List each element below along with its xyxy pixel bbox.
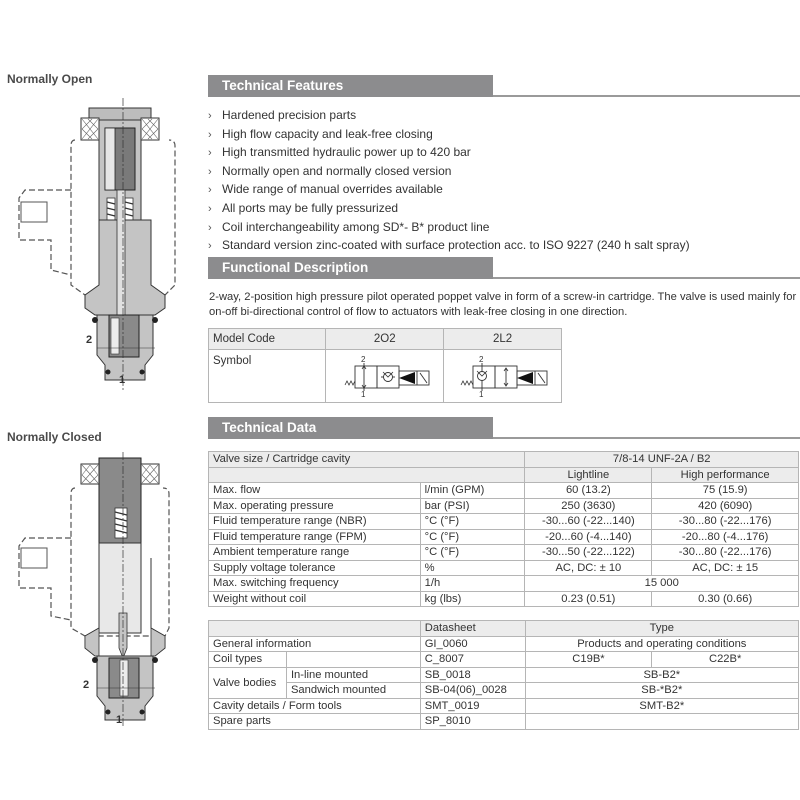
technical-data-table bbox=[208, 451, 799, 607]
svg-text:2: 2 bbox=[478, 355, 484, 364]
valve-size-label: Valve size / Cartridge cavity bbox=[209, 452, 525, 468]
feature-item: › Normally open and normally closed version bbox=[208, 163, 690, 182]
model-2o2: 2O2 bbox=[326, 329, 444, 350]
chevron-right-icon: › bbox=[208, 110, 212, 122]
functional-description-text: 2-way, 2-position high pressure pilot operated poppet valve in form of a screw-in cartridge. The valve is used mainly for on-off bi-directional control of flow to actuators with leak-free closing in one direction. bbox=[209, 291, 797, 318]
chevron-right-icon: › bbox=[208, 240, 212, 253]
table-row: Weight without coil kg (lbs) 0.23 (0.51) 0.30 (0.66) bbox=[209, 591, 799, 607]
table-row: Supply voltage tolerance % AC, DC: ± 10 AC, DC: ± 15 bbox=[209, 560, 799, 576]
table-row: Sandwich mounted SB-04(06)_0028 SB-*B2* bbox=[209, 683, 799, 699]
normally-closed-label: Normally Closed bbox=[7, 430, 102, 444]
reference-datasheet-table bbox=[208, 620, 799, 730]
no-port-2-label: 2 bbox=[86, 334, 93, 346]
model-code-table bbox=[208, 328, 562, 403]
symbol-row bbox=[209, 350, 562, 403]
section-divider bbox=[493, 95, 800, 97]
table-row: Ambient temperature range °C (°F) -30...50 (-22...122) -30...80 (-22...176) bbox=[209, 545, 799, 561]
section-divider bbox=[493, 277, 800, 279]
table-row: General information GI_0060 Products and operating conditions bbox=[209, 636, 799, 652]
chevron-right-icon: › bbox=[208, 147, 212, 160]
feature-item: › High transmitted hydraulic power up to 420 bar bbox=[208, 144, 690, 163]
no-port-1-label: 1 bbox=[119, 374, 126, 386]
normally-open-valve-cross-section-icon bbox=[5, 90, 195, 390]
technical-data-header bbox=[208, 417, 800, 439]
high-performance-header: High performance bbox=[652, 467, 799, 483]
table-subheader-row bbox=[209, 467, 799, 483]
table-row: Max. operating pressure bar (PSI) 250 (3630) 420 (6090) bbox=[209, 498, 799, 514]
chevron-right-icon: › bbox=[208, 128, 212, 141]
model-2l2: 2L2 bbox=[444, 329, 562, 350]
hydraulic-symbol-2o2-icon bbox=[337, 354, 433, 398]
feature-item: › All ports may be fully pressurized bbox=[208, 200, 690, 219]
table-row: Cavity details / Form tools SMT_0019 SMT-B2* bbox=[209, 698, 799, 714]
nc-port-2-label: 2 bbox=[83, 679, 90, 691]
table-row: Valve bodies In-line mounted SB_0018 SB-B2* bbox=[209, 667, 799, 683]
table-row: Coil types C_8007 C19B* C22B* bbox=[209, 652, 799, 668]
feature-item: › Hardened precision parts bbox=[208, 107, 690, 126]
technical-features-title: Technical Features bbox=[222, 78, 344, 93]
feature-item: › High flow capacity and leak-free closing bbox=[208, 126, 690, 145]
section-divider bbox=[493, 437, 800, 439]
feature-item: › Standard version zinc-coated with surface protection acc. to ISO 9227 (240 h salt spray) bbox=[208, 237, 690, 256]
hydraulic-symbol-2l2-icon bbox=[455, 354, 551, 398]
technical-features-list bbox=[208, 107, 690, 256]
table-row: Fluid temperature range (FPM) °C (°F) -20...60 (-4...140) -20...80 (-4...176) bbox=[209, 529, 799, 545]
functional-description-header bbox=[208, 257, 800, 279]
technical-data-title: Technical Data bbox=[222, 420, 317, 435]
table-row: Max. switching frequency 1/h 15 000 bbox=[209, 576, 799, 592]
datasheet-header: Datasheet bbox=[420, 621, 525, 637]
feature-item: › Wide range of manual overrides available bbox=[208, 181, 690, 200]
model-code-row bbox=[209, 329, 562, 350]
type-header: Type bbox=[525, 621, 798, 637]
svg-text:2: 2 bbox=[360, 355, 366, 364]
technical-features-header bbox=[208, 75, 800, 97]
normally-closed-valve-cross-section-icon bbox=[5, 448, 195, 728]
chevron-right-icon: › bbox=[208, 165, 212, 178]
chevron-right-icon: › bbox=[208, 202, 212, 215]
table-header-row bbox=[209, 621, 799, 637]
table-row: Fluid temperature range (NBR) °C (°F) -30...60 (-22...140) -30...80 (-22...176) bbox=[209, 514, 799, 530]
symbol-2o2-cell bbox=[326, 350, 444, 403]
symbol-2l2-cell bbox=[444, 350, 562, 403]
table-row: Spare parts SP_8010 bbox=[209, 714, 799, 730]
table-header-row bbox=[209, 452, 799, 468]
normally-open-label: Normally Open bbox=[7, 72, 93, 86]
chevron-right-icon: › bbox=[208, 221, 212, 234]
table-row: Max. flow l/min (GPM) 60 (13.2) 75 (15.9) bbox=[209, 483, 799, 499]
lightline-header: Lightline bbox=[525, 467, 652, 483]
valve-size-value: 7/8-14 UNF-2A / B2 bbox=[525, 452, 799, 468]
svg-text:1: 1 bbox=[360, 390, 366, 398]
svg-text:1: 1 bbox=[478, 390, 484, 398]
model-code-label: Model Code bbox=[209, 329, 326, 350]
feature-item: › Coil interchangeability among SD*- B* product line bbox=[208, 219, 690, 238]
symbol-label: Symbol bbox=[209, 350, 326, 403]
functional-description-title: Functional Description bbox=[222, 260, 369, 275]
chevron-right-icon: › bbox=[208, 184, 212, 197]
nc-port-1-label: 1 bbox=[116, 714, 123, 726]
